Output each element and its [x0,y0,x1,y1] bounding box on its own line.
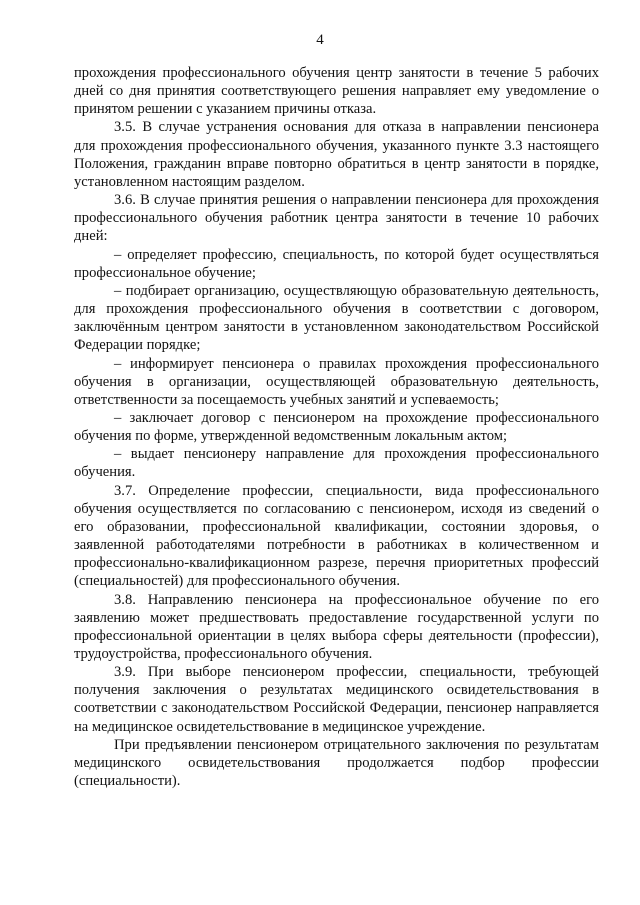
paragraph-3-7: 3.7. Определение профессии, специальности, вида профессионального обучения осуществляется по согласованию с пенсионером, исходя из сведений о его образовании, профессиональной квалификации, состоянии здоровья, о заявленной работодателями потребности в работниках в количественном и профессионально-квалификационном разрезе, перечня приоритетных профессий (специальностей) для профессионального обучения. [74,482,599,590]
list-item-inform: – информирует пенсионера о правилах прохождения профессионального обучения в организации, осуществляющей образовательную деятельность, ответственности за посещаемость учебных занятий и успеваемость; [74,355,599,408]
list-item-contract: – заключает договор с пенсионером на прохождение профессионального обучения по форме, утвержденной ведомственным локальным актом; [74,409,599,445]
paragraph-continuation: прохождения профессионального обучения центр занятости в течение 5 рабочих дней со дня принятия соответствующего решения направляет ему уведомление о принятом решении с указанием причины отказа. [74,65,599,118]
document-body [74,64,599,790]
paragraph-3-5: 3.5. В случае устранения основания для отказа в направлении пенсионера для прохождения профессионального обучения, указанного пункте 3.3 настоящего Положения, гражданин вправе повторно обратиться в центр занятости в порядке, установленном настоящим разделом. [74,119,599,190]
paragraph-3-8: 3.8. Направлению пенсионера на профессиональное обучение по его заявлению может предшествовать предоставление государственной услуги по профессиональной ориентации в целях выбора сферы деятельности (профессии), трудоустройства, профессионального обучения. [74,591,599,662]
page-number: 4 [316,32,324,48]
list-item-profession: – определяет профессию, специальность, по которой будет осуществляться профессиональное обучение; [74,246,599,281]
list-item-organization: – подбирает организацию, осуществляющую образовательную деятельность, для прохождения профессионального обучения в соответствии с договором, заключённым центром занятости в установленном законодательством Российской Федерации порядке; [74,282,599,354]
paragraph-3-9: 3.9. При выборе пенсионером профессии, специальности, требующей получения заключения о результатах медицинского освидетельствования в соответствии с законодательством Российской Федерации, пенсионер направляется на медицинское освидетельствование в медицинское учреждение. [74,664,599,735]
paragraph-3-6: 3.6. В случае принятия решения о направлении пенсионера для прохождения профессионального обучения работник центра занятости в течение 10 рабочих дней: [74,192,599,245]
list-item-referral: – выдает пенсионеру направление для прохождения профессионального обучения. [74,446,599,481]
paragraph-negative-conclusion: При предъявлении пенсионером отрицательного заключения по результатам медицинского освидетельствования продолжается подбор профессии (специальности). [74,736,599,790]
